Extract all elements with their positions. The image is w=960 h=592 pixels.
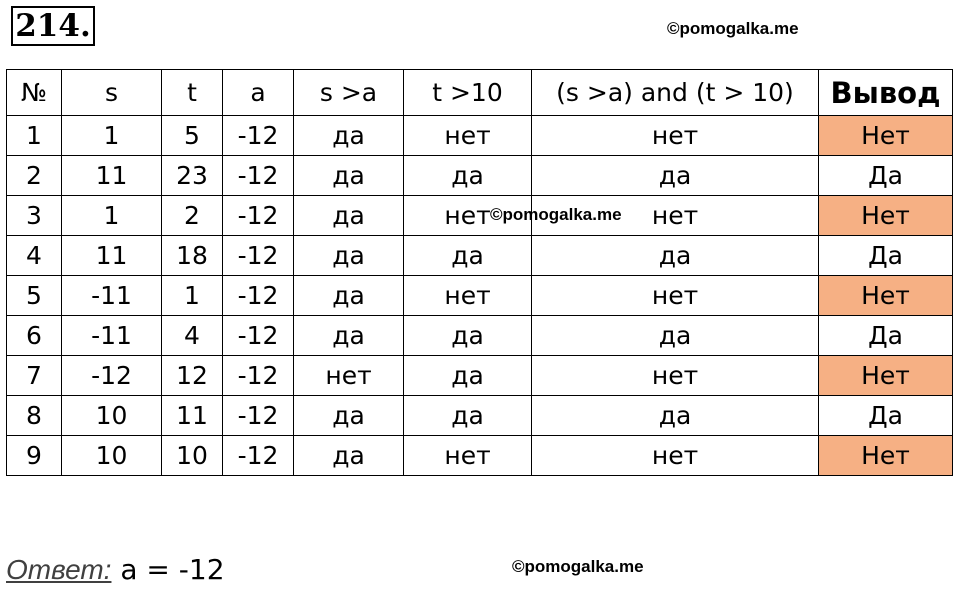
answer-value: a = -12 (120, 553, 225, 586)
table-cell: нет (532, 196, 819, 236)
table-cell: 9 (7, 436, 62, 476)
table-cell: 10 (162, 436, 223, 476)
table-cell: да (532, 236, 819, 276)
column-header: s >a (294, 70, 404, 116)
table-cell: -12 (223, 436, 294, 476)
table-cell: Нет (819, 116, 953, 156)
table-cell: -12 (62, 356, 162, 396)
table-cell: 2 (162, 196, 223, 236)
table-cell: 12 (162, 356, 223, 396)
table-cell: да (404, 316, 532, 356)
table-cell: нет (532, 356, 819, 396)
table-cell: да (294, 116, 404, 156)
table-cell: нет (404, 196, 532, 236)
table-row (7, 116, 953, 156)
table-cell: да (404, 156, 532, 196)
table-cell: нет (532, 116, 819, 156)
table-cell: Да (819, 156, 953, 196)
table-cell: 7 (7, 356, 62, 396)
column-header: t >10 (404, 70, 532, 116)
table-row (7, 276, 953, 316)
table-cell: 2 (7, 156, 62, 196)
table-cell: 23 (162, 156, 223, 196)
table-cell: -11 (62, 316, 162, 356)
table-cell: Нет (819, 356, 953, 396)
column-header: № (7, 70, 62, 116)
table-cell: Нет (819, 276, 953, 316)
table-cell: Да (819, 396, 953, 436)
table-cell: да (532, 396, 819, 436)
table-cell: да (404, 236, 532, 276)
watermark: ©pomogalka.me (667, 19, 799, 38)
table-cell: нет (294, 356, 404, 396)
table-cell: да (294, 316, 404, 356)
table-cell: 1 (7, 116, 62, 156)
table-cell: 6 (7, 316, 62, 356)
table-cell: -12 (223, 396, 294, 436)
column-header: Вывод (819, 70, 953, 116)
table-cell: Нет (819, 436, 953, 476)
table-cell: нет (404, 436, 532, 476)
table-cell: 5 (162, 116, 223, 156)
table-row (7, 436, 953, 476)
table-cell: да (294, 276, 404, 316)
watermark: ©pomogalka.me (490, 205, 622, 224)
table-cell: 10 (62, 396, 162, 436)
results-table (6, 69, 953, 476)
table-cell: 3 (7, 196, 62, 236)
table-row (7, 156, 953, 196)
table-cell: да (532, 316, 819, 356)
table-cell: 5 (7, 276, 62, 316)
table-cell: -12 (223, 276, 294, 316)
table-row (7, 356, 953, 396)
problem-number: 214. (11, 6, 95, 46)
table-cell: Да (819, 236, 953, 276)
column-header: t (162, 70, 223, 116)
table-cell: 11 (162, 396, 223, 436)
table-row (7, 316, 953, 356)
table-header-row (7, 70, 953, 116)
table-cell: 4 (162, 316, 223, 356)
table-cell: 11 (62, 156, 162, 196)
table-cell: нет (532, 436, 819, 476)
table-cell: -12 (223, 156, 294, 196)
answer-label: Ответ: (6, 554, 112, 585)
table-cell: да (294, 436, 404, 476)
table-cell: да (294, 396, 404, 436)
table-row (7, 236, 953, 276)
table-cell: нет (532, 276, 819, 316)
watermark: ©pomogalka.me (512, 557, 644, 576)
table-cell: да (294, 236, 404, 276)
table-cell: -12 (223, 196, 294, 236)
table-cell: 8 (7, 396, 62, 436)
table-cell: 1 (162, 276, 223, 316)
table-cell: -12 (223, 316, 294, 356)
table-cell: нет (404, 116, 532, 156)
table-cell: -12 (223, 236, 294, 276)
table-cell: 4 (7, 236, 62, 276)
table-cell: да (532, 156, 819, 196)
table-cell: да (294, 156, 404, 196)
column-header: (s >a) and (t > 10) (532, 70, 819, 116)
table-cell: -12 (223, 356, 294, 396)
table-cell: 1 (62, 116, 162, 156)
table-cell: да (294, 196, 404, 236)
table-cell: 10 (62, 436, 162, 476)
column-header: s (62, 70, 162, 116)
column-header: a (223, 70, 294, 116)
table-cell: 18 (162, 236, 223, 276)
table-cell: 11 (62, 236, 162, 276)
table-cell: 1 (62, 196, 162, 236)
table-cell: Нет (819, 196, 953, 236)
table-cell: Да (819, 316, 953, 356)
table-cell: да (404, 356, 532, 396)
table-cell: нет (404, 276, 532, 316)
table-cell: -11 (62, 276, 162, 316)
answer (6, 552, 225, 588)
table-row (7, 396, 953, 436)
table-cell: да (404, 396, 532, 436)
table-cell: -12 (223, 116, 294, 156)
table-row (7, 196, 953, 236)
